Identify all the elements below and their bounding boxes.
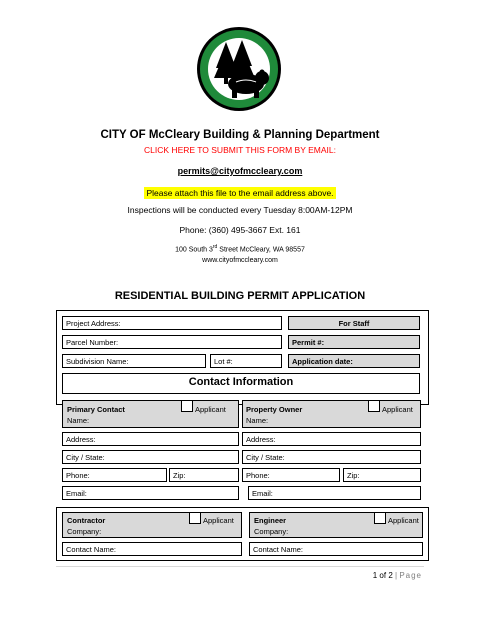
project-address-field[interactable]: Project Address:	[62, 316, 282, 330]
property-owner-address-field[interactable]: Address:	[242, 432, 421, 446]
footer-divider	[56, 566, 424, 567]
email-link[interactable]: permits@cityofmccleary.com	[177, 166, 303, 176]
property-owner-email-field[interactable]: Email:	[248, 486, 421, 500]
primary-contact-email-field[interactable]: Email:	[62, 486, 239, 500]
primary-contact-zip-field[interactable]: Zip:	[169, 468, 239, 482]
primary-contact-address-field[interactable]: Address:	[62, 432, 239, 446]
contractor-contact-name-field[interactable]: Contact Name:	[62, 542, 242, 556]
contractor-company-label: Company:	[67, 527, 102, 536]
street-address: 100 South 3rd Street McCleary, WA 98557	[175, 244, 305, 254]
subdivision-name-field[interactable]: Subdivision Name:	[62, 354, 206, 368]
primary-contact-applicant-checkbox[interactable]	[181, 400, 193, 412]
contractor-applicant-checkbox[interactable]	[189, 512, 201, 524]
primary-contact-title: Primary Contact	[67, 405, 125, 414]
property-owner-city-state-field[interactable]: City / State:	[242, 450, 421, 464]
page-footer	[373, 571, 422, 580]
city-logo	[196, 26, 282, 112]
contractor-title: Contractor	[67, 516, 106, 525]
engineer-contact-name-field[interactable]: Contact Name:	[249, 542, 423, 556]
primary-contact-name-label: Name:	[67, 416, 90, 425]
primary-contact-city-state-field[interactable]: City / State:	[62, 450, 239, 464]
engineer-applicant-label: Applicant	[388, 516, 419, 525]
property-owner-title: Property Owner	[246, 405, 303, 414]
attach-note: Please attach this file to the email address above.	[146, 188, 334, 198]
contact-information-header: Contact Information	[62, 373, 420, 394]
form-title: RESIDENTIAL BUILDING PERMIT APPLICATION	[114, 290, 366, 302]
phone-number: Phone: (360) 495-3667 Ext. 161	[179, 225, 301, 235]
department-title: CITY OF McCleary Building & Planning Department	[100, 129, 380, 141]
parcel-number-field[interactable]: Parcel Number:	[62, 335, 282, 349]
page-word: Page	[399, 571, 422, 580]
permit-number-field[interactable]: Permit #:	[288, 335, 420, 349]
engineer-applicant-checkbox[interactable]	[374, 512, 386, 524]
website: www.cityofmccleary.com	[202, 257, 278, 264]
property-owner-applicant-checkbox[interactable]	[368, 400, 380, 412]
inspection-schedule: Inspections will be conducted every Tuesday 8:00AM-12PM	[127, 205, 353, 215]
property-owner-name-label: Name:	[246, 416, 269, 425]
engineer-company-label: Company:	[254, 527, 289, 536]
application-date-field[interactable]: Application date:	[288, 354, 420, 368]
for-staff-header: For Staff	[288, 316, 420, 330]
primary-contact-applicant-label: Applicant	[195, 405, 226, 414]
property-owner-zip-field[interactable]: Zip:	[343, 468, 421, 482]
contractor-applicant-label: Applicant	[203, 516, 234, 525]
submit-by-email-link[interactable]: CLICK HERE TO SUBMIT THIS FORM BY EMAIL:	[144, 145, 336, 155]
lot-number-field[interactable]: Lot #:	[210, 354, 282, 368]
attach-note-row	[0, 183, 480, 201]
property-owner-phone-field[interactable]: Phone:	[242, 468, 340, 482]
property-owner-applicant-label: Applicant	[382, 405, 413, 414]
page-separator: |	[395, 571, 398, 580]
primary-contact-phone-field[interactable]: Phone:	[62, 468, 167, 482]
page-number: 1 of 2	[372, 571, 393, 580]
engineer-title: Engineer	[254, 516, 287, 525]
